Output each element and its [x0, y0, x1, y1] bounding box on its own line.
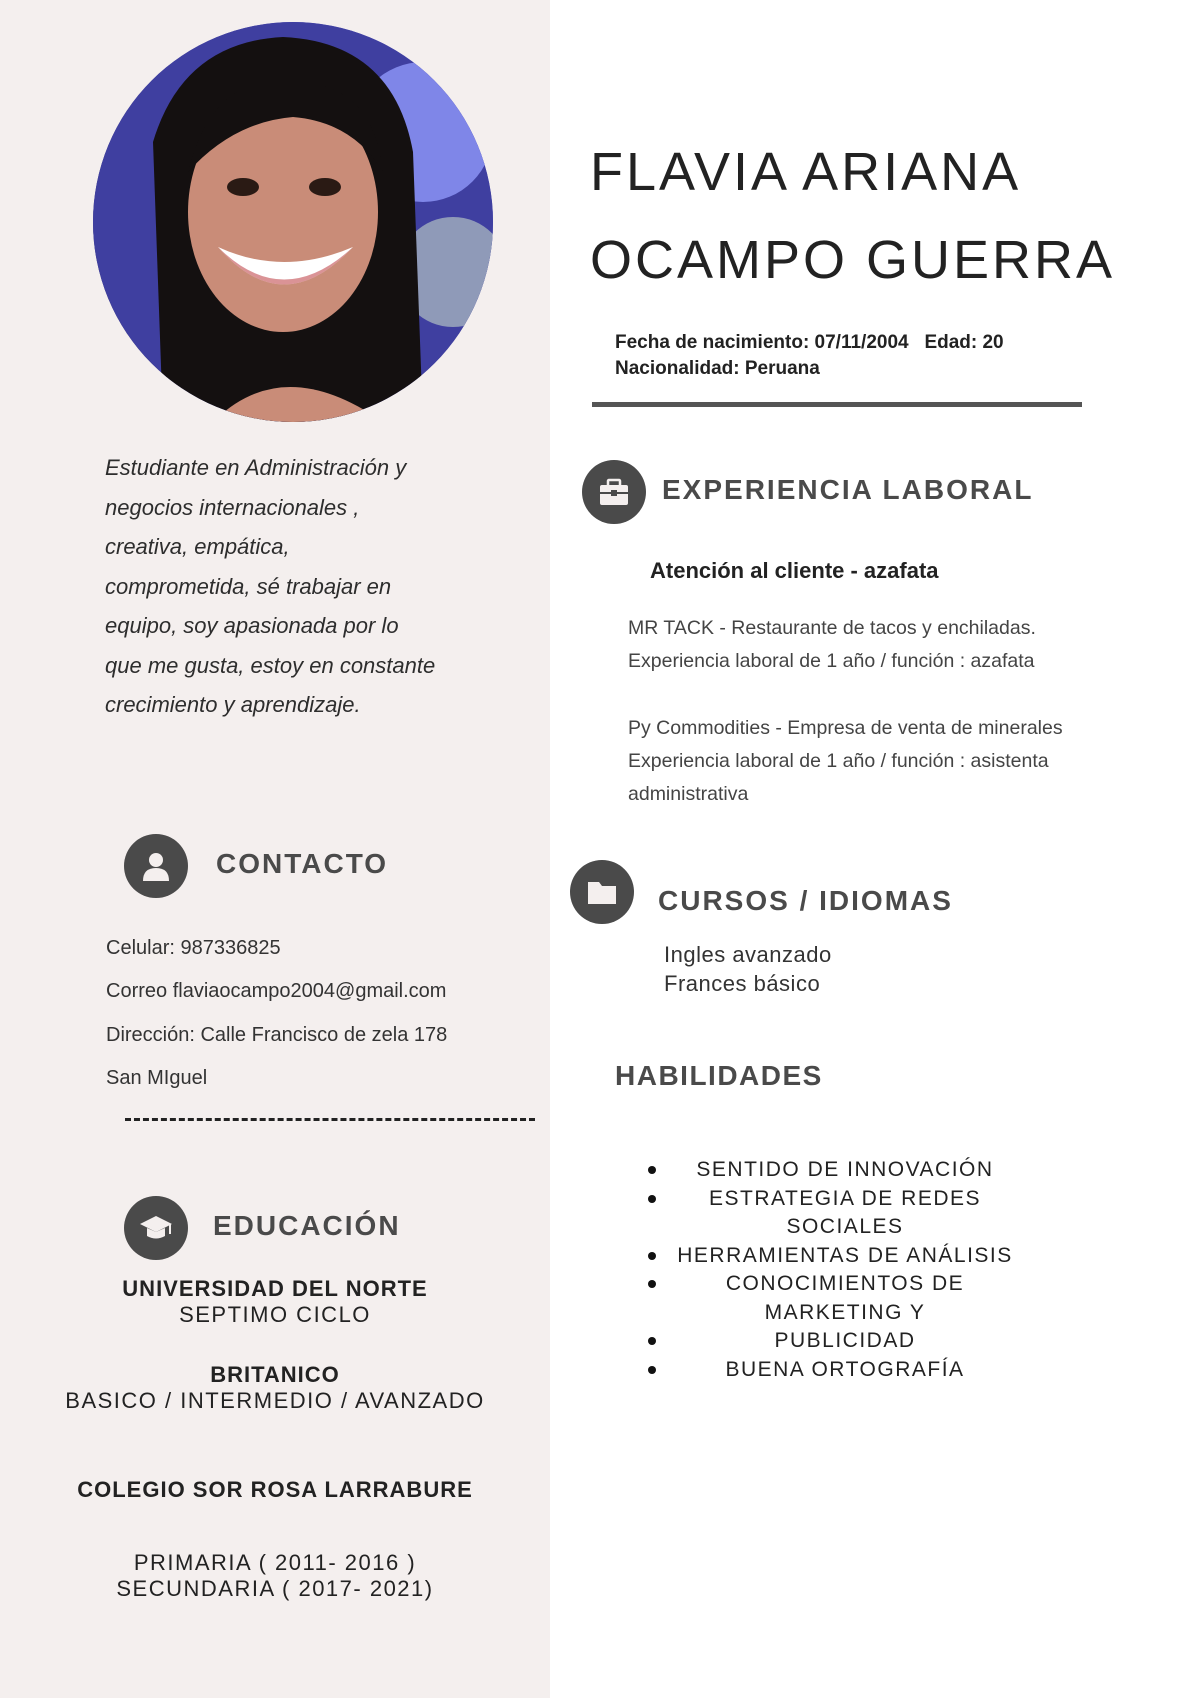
skill-item: BUENA ORTOGRAFÍA [640, 1356, 1020, 1385]
bullet-icon [648, 1166, 656, 1174]
britanico-detail: BASICO / INTERMEDIO / AVANZADO [65, 1388, 485, 1413]
name-line-1: FLAVIA ARIANA [590, 142, 1022, 202]
languages-list [664, 940, 832, 998]
contact-address: Dirección: Calle Francisco de zela 178 [106, 1024, 448, 1046]
school-primary: PRIMARIA ( 2011- 2016 ) [133, 1550, 417, 1575]
bullet-icon [648, 1195, 656, 1203]
job-1-detail: Experiencia laboral de 1 año / función : azafata [628, 650, 1035, 672]
school-name: COLEGIO SOR ROSA LARRABURE [77, 1477, 473, 1502]
folder-icon [570, 860, 634, 924]
job-1-company: MR TACK - Restaurante de tacos y enchiladas. [628, 617, 1036, 639]
dashed-divider [125, 1118, 535, 1121]
bullet-icon [648, 1252, 656, 1260]
britanico-name: BRITANICO [210, 1362, 340, 1387]
bullet-icon [648, 1366, 656, 1374]
about-line: equipo, soy apasionada por lo [105, 613, 399, 638]
personal-info [615, 330, 1004, 382]
job-2-detail-cont: administrativa [628, 783, 749, 805]
job-entry-2 [628, 712, 1063, 811]
contact-email: Correo flaviaocampo2004@gmail.com [106, 980, 447, 1002]
education-britanico [0, 1362, 550, 1414]
language-french: Frances básico [664, 971, 821, 996]
bullet-icon [648, 1337, 656, 1345]
skill-item: HERRAMIENTAS DE ANÁLISIS [640, 1242, 1020, 1271]
job-2-detail: Experiencia laboral de 1 año / función : asistenta [628, 750, 1049, 772]
skill-item: SENTIDO DE INNOVACIÓN [640, 1156, 1020, 1185]
nationality: Nacionalidad: Peruana [615, 358, 820, 379]
about-line: crecimiento y aprendizaje. [105, 692, 361, 717]
job-2-company: Py Commodities - Empresa de venta de minerales [628, 717, 1063, 739]
candidate-name [590, 128, 1115, 304]
about-line: que me gusta, estoy en constante [105, 652, 436, 678]
person-icon [124, 834, 188, 898]
profile-photo [93, 22, 493, 422]
education-title: EDUCACIÓN [213, 1210, 401, 1241]
skills-list [640, 1156, 1020, 1384]
bullet-icon [648, 1280, 656, 1288]
about-line: creativa, empática, [105, 534, 290, 559]
experience-title: EXPERIENCIA LABORAL [662, 474, 1034, 505]
skill-item: ESTRATEGIA DE REDES SOCIALES [640, 1185, 1020, 1242]
name-line-2: OCAMPO GUERRA [590, 230, 1116, 290]
school-secondary: SECUNDARIA ( 2017- 2021) [116, 1576, 434, 1601]
job-entry-1 [628, 612, 1036, 678]
job-role: Atención al cliente - azafata [650, 558, 939, 583]
skill-item: CONOCIMIENTOS DE MARKETING Y [640, 1270, 1020, 1327]
contact-title: CONTACTO [216, 848, 389, 879]
contact-phone: Celular: 987336825 [106, 937, 281, 959]
about-line: negocios internacionales , [105, 494, 360, 520]
age: Edad: 20 [924, 332, 1004, 353]
courses-title: CURSOS / IDIOMAS [658, 885, 953, 916]
birth-date: Fecha de nacimiento: 07/11/2004 [615, 332, 909, 353]
university-name: UNIVERSIDAD DEL NORTE [122, 1276, 428, 1301]
skill-item: PUBLICIDAD [640, 1327, 1020, 1356]
about-line: comprometida, sé trabajar en [105, 573, 392, 599]
contact-district: San MIguel [106, 1067, 208, 1089]
education-university [0, 1276, 550, 1328]
university-detail: SEPTIMO CICLO [179, 1302, 371, 1327]
education-school-years [0, 1550, 550, 1602]
skills-title: HABILIDADES [615, 1060, 823, 1091]
header-divider [592, 402, 1082, 407]
education-school [0, 1477, 550, 1503]
about-line: Estudiante en Administración y [105, 455, 407, 480]
language-english: Ingles avanzado [664, 942, 832, 967]
graduation-cap-icon [124, 1196, 188, 1260]
briefcase-icon [582, 460, 646, 524]
about-text [105, 448, 505, 725]
